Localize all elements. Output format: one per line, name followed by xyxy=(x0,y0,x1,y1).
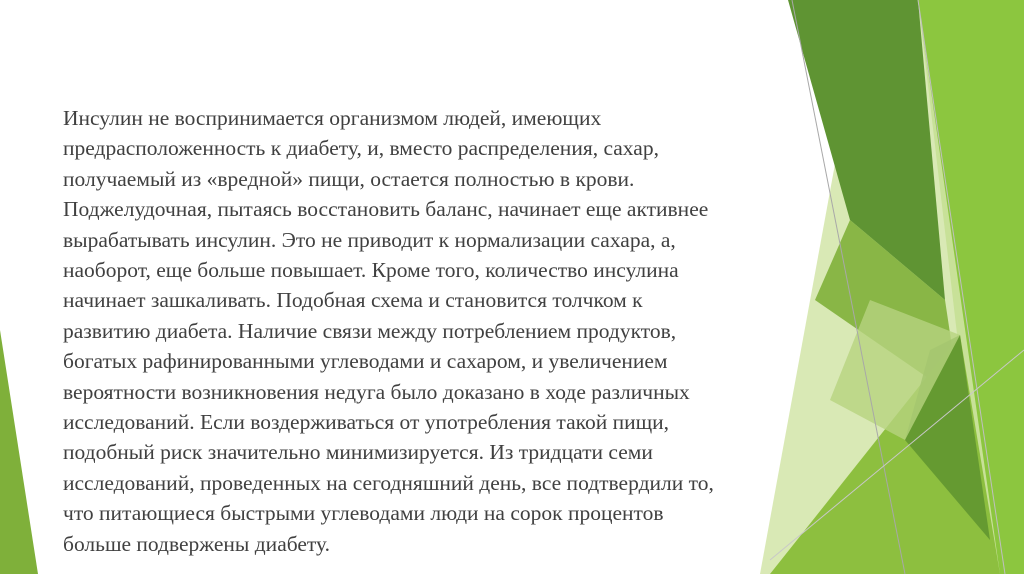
body-text: Инсулин не воспринимается организмом людей, имеющих предрасположенность к диабету, и, вместо распределения, сахар, получаемый из «вредной» пищи, остается полностью в крови. Поджелудочная, пытаясь восстановить баланс, начинает еще активнее вырабатывать инсулин. Это не приводит к нормализации сахара, а, наоборот, еще больше повышает. Кроме того, количество инсулина начинает зашкаливать. Подобная схема и становится толчком к развитию диабета. Наличие связи между потреблением продуктов, богатых рафинированными углеводами и сахаром, и увеличением вероятности возникновения недуга было доказано в ходе различных исследований. Если воздерживаться от употребления такой пищи, подобный риск значительно минимизируется. Из тридцати семи исследований, проведенных на сегодняшний день, все подтвердили то, что питающиеся быстрыми углеводами люди на сорок процентов больше подвержены диабету. xyxy=(63,106,714,556)
left-green-sliver xyxy=(0,330,38,574)
